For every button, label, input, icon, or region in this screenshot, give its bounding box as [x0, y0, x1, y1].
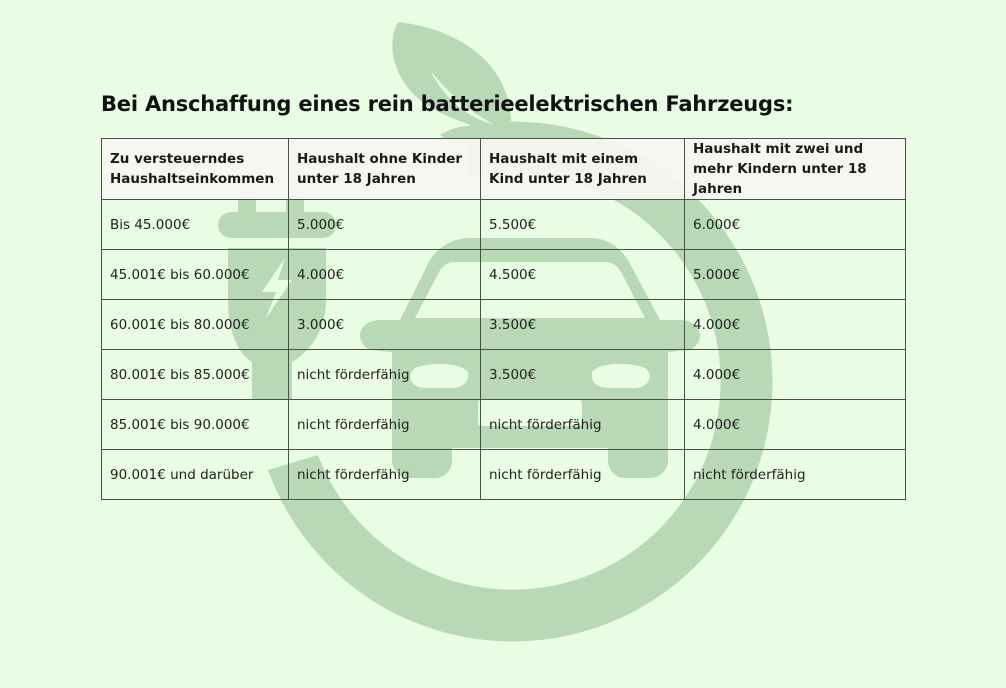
no-children-cell: nicht förderfähig: [289, 350, 481, 400]
income-cell: 60.001€ bis 80.000€: [102, 300, 289, 350]
table-header-row: [102, 139, 906, 200]
no-children-cell: 4.000€: [289, 250, 481, 300]
income-cell: 85.001€ bis 90.000€: [102, 400, 289, 450]
one-child-cell: 3.500€: [481, 350, 685, 400]
two-plus-children-cell: 5.000€: [685, 250, 906, 300]
page-title: Bei Anschaffung eines rein batterieelektrischen Fahrzeugs:: [101, 92, 794, 116]
income-cell: Bis 45.000€: [102, 200, 289, 250]
header-income: Zu versteuerndes Haushaltseinkommen: [102, 139, 289, 200]
one-child-cell: 4.500€: [481, 250, 685, 300]
two-plus-children-cell: 4.000€: [685, 400, 906, 450]
two-plus-children-cell: 4.000€: [685, 350, 906, 400]
no-children-cell: nicht förderfähig: [289, 400, 481, 450]
no-children-cell: nicht förderfähig: [289, 450, 481, 500]
table-row: [102, 450, 906, 500]
one-child-cell: 5.500€: [481, 200, 685, 250]
no-children-cell: 5.000€: [289, 200, 481, 250]
table-row: [102, 350, 906, 400]
table-row: [102, 250, 906, 300]
two-plus-children-cell: 6.000€: [685, 200, 906, 250]
one-child-cell: nicht förderfähig: [481, 450, 685, 500]
header-no-children: Haushalt ohne Kinder unter 18 Jahren: [289, 139, 481, 200]
table-row: [102, 400, 906, 450]
header-two-plus-children: Haushalt mit zwei und mehr Kindern unter 18 Jahren: [685, 139, 906, 200]
one-child-cell: nicht förderfähig: [481, 400, 685, 450]
grant-table: [101, 138, 906, 500]
table-row: [102, 300, 906, 350]
table-row: [102, 200, 906, 250]
income-cell: 90.001€ und darüber: [102, 450, 289, 500]
one-child-cell: 3.500€: [481, 300, 685, 350]
header-one-child: Haushalt mit einem Kind unter 18 Jahren: [481, 139, 685, 200]
income-cell: 80.001€ bis 85.000€: [102, 350, 289, 400]
income-cell: 45.001€ bis 60.000€: [102, 250, 289, 300]
two-plus-children-cell: 4.000€: [685, 300, 906, 350]
two-plus-children-cell: nicht förderfähig: [685, 450, 906, 500]
no-children-cell: 3.000€: [289, 300, 481, 350]
